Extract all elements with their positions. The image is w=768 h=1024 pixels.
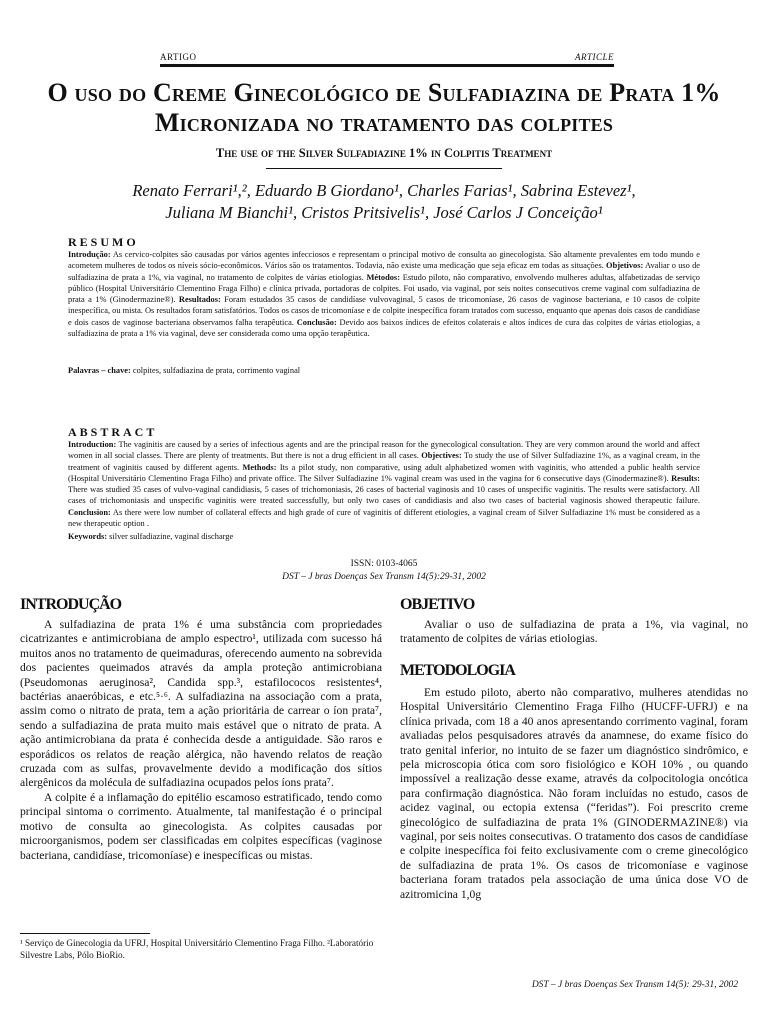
- intro-heading: INTRODUÇÃO: [20, 596, 122, 613]
- abstract-res-label: Results:: [668, 473, 700, 483]
- abstract-keywords: [68, 532, 700, 541]
- abstract-obj-label: Objectives:: [418, 451, 462, 461]
- title-line-1: O uso do Creme Ginecológico de Sulfadiazina de Prata 1%: [47, 78, 721, 107]
- resumo-keywords: [68, 366, 700, 375]
- article-title: [20, 78, 748, 138]
- journal-citation: DST – J bras Doenças Sex Transm 14(5):29-31, 2002: [282, 572, 486, 582]
- abstract-intro-label: Introduction:: [68, 440, 117, 449]
- metodologia-paragraph: Em estudo piloto, aberto não comparativo, mulheres atendidas no Hospital Universitário Clementino Fraga Filho (HUCFF-UFRJ) e na clínica privada, com 18 a 40 anos apresentando corrimento vaginal, foram avaliadas pelos pesquisadores através da anamnese, do exame físico do trato genital inferior, no intuito de se fazer um diagnóstico sindrômico, e pela microscopia ótica com soro fisiológico e KOH 10% , ou quando impossível a realização desse exame, através da colpocitologia oncótica para confirmação diagnóstica. Não foram incluídas no estudo, casos de acidez vaginal, ou ectopia extensa (“feridas”). Foi prescrito creme ginecológico de sulfadiazina de prata 1% (GINODERMAZINE®) via vaginal, por seis noites consecutivas. O tratamento dos casos de candidíase e colpite inespecífica foi feito exclusivamente com o creme ginecológico de sulfadiazina de prata 1%. Os casos de tricomoníase e vaginose bacteriana foram tratados pela associação de uma única dose VO de azitromicina 1,0g: [400, 686, 748, 901]
- issn-number: ISSN: 0103-4065: [350, 559, 418, 569]
- resumo-intro: As cervico-colpites são causadas por vários agentes infecciosos e representam o principal motivo de consulta ao ginecologista. São altamente prevalentes em todo mundo e acometem mulheres de todos os níveis sócio-econômicos. Vários são os tratamentos. Todavia, não existe uma medicação que seja eficaz em todas as situações.: [68, 250, 700, 271]
- resumo-met: Estudo piloto, não comparativo, envolvendo mulheres adultas, alfabetizadas de serviço público (Hospital Universitário Clementino Fraga Filho) e clínica privada, portadoras de colpites. Foi usado, via vaginal, por seis noites consecutivos creme vaginal com sulfadiazina de prata a 1% (Ginodermazine®).: [68, 272, 700, 305]
- abstract-con: As there were low number of collateral effects and high grade of cure of vaginitis of different etiologies, a vaginal cream of Silver Sulfadiazine 1% must be considered as a new therapeutic option .: [68, 507, 700, 529]
- affiliation-footnote: ¹ Serviço de Ginecologia da UFRJ, Hospital Universitário Clementino Fraga Filho. ²Laboratório Silvestre Labs, Pólo BioRio.: [20, 938, 374, 960]
- abstract-text: [68, 439, 700, 529]
- title-rule: [266, 168, 502, 169]
- authors-line-1: Renato Ferrari¹,², Eduardo B Giordano¹, Charles Farias¹, Sabrina Estevez¹,: [132, 181, 636, 200]
- intro-body: [20, 618, 382, 863]
- resumo-res: Foram estudados 35 casos de candidíase vulvovaginal, 5 casos de tricomoníase, 26 casos de vaginose bacteriana, e 10 casos de colpite inespecífica, ou mista. Os resultados foram satisfatórios. Todos os casos de tricomoníase e de colpite inespecífica foram tratados com sucesso, enquanto que apenas dois casos de candidíase e dois casos de vaginose bacteriana observamos falha terapêutica.: [68, 295, 700, 327]
- header-rule: [160, 64, 614, 67]
- abstract-con-label: Conclusion:: [68, 507, 111, 517]
- metodologia-body: [400, 686, 748, 902]
- resumo-res-label: Resultados:: [175, 295, 221, 305]
- abstract-met: Its a pilot study, non comparative, using adult alphabetized women with vaginitis, who attended a public health service (Hospital Universitário Clementino Fraga Filho) and private office. The Silver Sulfadiazine 1% vaginal cream was used in the vagina for 6 consecutive days (Ginodermazine®).: [68, 462, 700, 483]
- title-line-2: Micronizada no tratamento das colpites: [154, 108, 614, 137]
- header-section-label-en: ARTICLE: [574, 52, 614, 62]
- page-footer-citation: DST – J bras Doenças Sex Transm 14(5): 29-31, 2002: [531, 980, 738, 990]
- author-list: [60, 180, 708, 224]
- resumo-kw: colpites, sulfadiazina de prata, corrimento vaginal: [130, 366, 301, 375]
- resumo-kw-label: Palavras – chave:: [68, 366, 131, 375]
- abstract-obj: To study the use of Silver Sulfadiazine 1%, as a vaginal cream, in the treatment of vaginitis caused by different agents.: [68, 451, 701, 472]
- intro-paragraph-1: A sulfadiazina de prata 1% é uma substância com propriedades cicatrizantes e antimicrobiana de amplo espectro¹, utilizada com sucesso há muitos anos no tratamento de queimaduras, oferecendo aumento na sobrevida dos pacientes queimados através da ampla proteção antimicrobiana (Pseudomonas aeruginosa², Candida spp.³, estafilococos resistentes⁴, bactérias anaeróbicas, e etc.⁵·⁶. A sulfadiazina na associação com a prata, assim como o nitrato de prata, tem a ação prioritária de carrear o íon prata⁷, sendo a sulfadiazina de prata muito mais estável que o nitrato de prata. A ação antimicrobiana da prata é conhecida desde a antiguidade. São raros e esporádicos os relatos de reação alérgica, não havendo relatos de reação cruzada com as sulfas, provavelmente devido a modificação dos sítios alergênicos da molécula de sulfadiazina ocupados pelos íons prata⁷.: [20, 618, 382, 790]
- abstract-res: There was studied 35 cases of vulvo-vaginal candidiasis, 5 cases of trichomoniasis, 26 cases of bacterial vaginosis and 10 cases of unspecific vaginitis. The results were satisfactory. All cases of trichomoniasis and unspecific vaginitis were treated successfully, but only two cases of candidiasis and also two cases of bacterial vaginosis showed therapeutic failure.: [68, 485, 700, 506]
- resumo-heading: RESUMO: [68, 235, 139, 249]
- resumo-text: [68, 249, 700, 339]
- issn-block: [0, 558, 768, 584]
- article-subtitle: The use of the Silver Sulfadiazine 1% in Colpitis Treatment: [215, 146, 553, 160]
- authors-line-2: Juliana M Bianchi¹, Cristos Pritsivelis¹, José Carlos J Conceição¹: [165, 203, 603, 222]
- resumo-con: Devido aos baixos índices de efeitos colaterais e altos índices de cura das colpites de várias etiologias, a sulfadiazina de prata a 1% via vaginal, deve ser considerada como uma opção terapêutica.: [68, 317, 700, 339]
- intro-paragraph-2: A colpite é a inflamação do epitélio escamoso estratificado, tendo como principal sintoma o corrimento. Atualmente, tal manifestação é o principal motivo de consulta ao ginecologista. As colpites causadas por microorganismos, podem ser classificadas em colpites específicas (vaginose bacteriana, candidíase, tricomoníase) e inespecíficas ou mistas.: [20, 790, 382, 862]
- objetivo-body: [400, 618, 748, 647]
- resumo-intro-label: Introdução:: [68, 250, 111, 259]
- resumo-met-label: Métodos:: [363, 272, 400, 282]
- abstract-heading: ABSTRACT: [68, 425, 158, 439]
- resumo-obj-label: Objetivos:: [603, 261, 644, 271]
- resumo-obj: Avaliar o uso de sulfadiazina de prata a 1%, via vaginal, no tratamento de colpites de várias etiologias.: [68, 261, 700, 282]
- footnote-rule: [20, 933, 150, 934]
- metodologia-heading: METODOLOGIA: [400, 662, 515, 679]
- objetivo-heading: OBJETIVO: [400, 596, 475, 613]
- abstract-intro: The vaginitis are caused by a series of infectious agents and are the principal reason for the gynecological consultation. They are very common around the world and affect women in all social classes. There are plenty of treatments. But there is not a drug efficient in all cases.: [68, 440, 700, 461]
- resumo-con-label: Conclusão:: [293, 317, 337, 327]
- abstract-kw-label: Keywords:: [68, 532, 108, 541]
- header-section-label: ARTIGO: [160, 52, 197, 62]
- objetivo-paragraph: Avaliar o uso de sulfadiazina de prata a 1%, via vaginal, no tratamento de colpites de várias etiologias.: [400, 618, 748, 646]
- abstract-met-label: Methods:: [239, 462, 277, 472]
- abstract-kw: silver sulfadiazine, vaginal discharge: [107, 532, 234, 541]
